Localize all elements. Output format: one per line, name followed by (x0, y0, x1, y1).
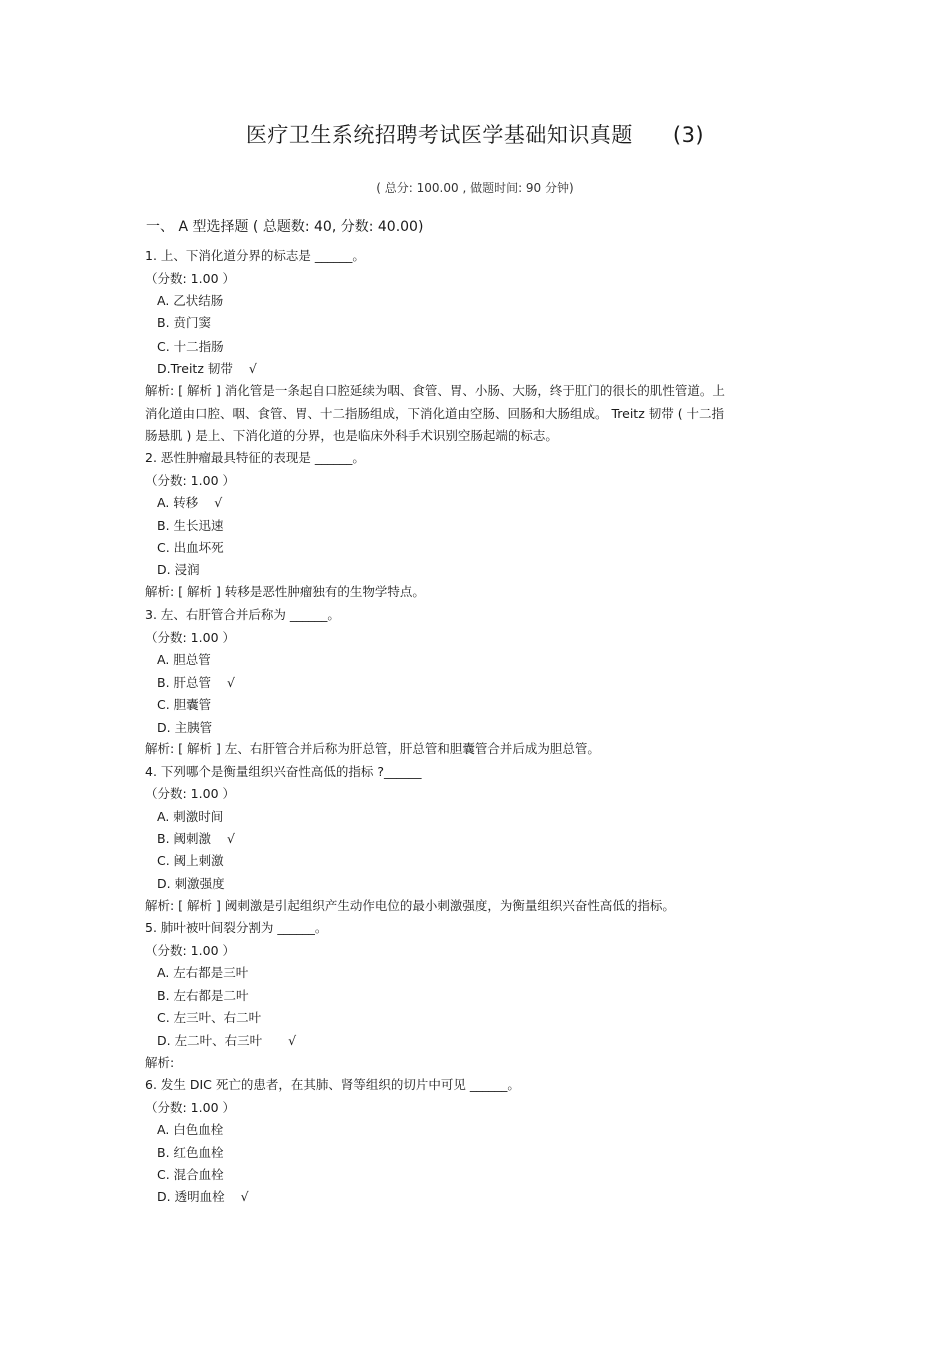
option-text: D. 左二叶、右三叶 (157, 1033, 263, 1048)
title-text: 医疗卫生系统招聘考试医学基础知识真题 (245, 123, 633, 147)
question-3-score: （分数: 1.00 ） (145, 630, 235, 645)
section-header: 一、 A 型选择题 ( 总题数: 40, 分数: 40.00) (146, 219, 424, 235)
question-3-option-d: D. 主胰管 (157, 720, 213, 735)
question-5-option-b: B. 左右都是二叶 (157, 988, 249, 1003)
question-3-option-c: C. 胆囊管 (157, 697, 212, 712)
question-5-option-a: A. 左右都是三叶 (157, 965, 249, 980)
option-text: D. 透明血栓 (157, 1189, 225, 1204)
question-6-option-a: A. 白色血栓 (157, 1122, 224, 1137)
question-6-stem: 6. 发生 DIC 死亡的患者，在其肺、肾等组织的切片中可见 ______。 (145, 1077, 520, 1092)
option-text: B. 阈刺激 (157, 831, 212, 846)
correct-check-icon: √ (288, 1033, 297, 1048)
question-4-option-d: D. 刺激强度 (157, 876, 225, 891)
question-5-option-d (157, 1033, 296, 1049)
question-3-explanation: 解析: [ 解析 ] 左、右肝管合并后称为肝总管，肝总管和胆囊管合并后成为胆总管。 (145, 741, 600, 756)
question-1-option-b: B. 贲门窦 (157, 315, 212, 330)
question-4-stem: 4. 下列哪个是衡量组织兴奋性高低的指标 ?______ (145, 764, 422, 779)
question-2-option-c: C. 出血坏死 (157, 540, 224, 555)
correct-check-icon: √ (227, 675, 235, 690)
page-title (0, 119, 950, 149)
question-6-option-d (157, 1189, 249, 1205)
question-2-option-a (157, 495, 222, 511)
question-2-stem: 2. 恶性肿瘤最具特征的表现是 ______。 (145, 450, 365, 465)
title-number: (3) (672, 123, 705, 147)
question-5-option-c: C. 左三叶、右二叶 (157, 1010, 262, 1025)
question-2-option-b: B. 生长迅速 (157, 518, 224, 533)
question-1-option-c: C. 十二指肠 (157, 339, 224, 354)
correct-check-icon: √ (227, 831, 235, 846)
question-5-stem: 5. 肺叶被叶间裂分割为 ______。 (145, 920, 328, 935)
exam-summary: ( 总分: 100.00 , 做题时间: 90 分钟) (376, 181, 574, 195)
question-6-option-b: B. 红色血栓 (157, 1145, 224, 1160)
question-4-score: （分数: 1.00 ） (145, 786, 235, 801)
question-1-explanation-line-3: 肠悬肌 ) 是上、下消化道的分界，也是临床外科手术识别空肠起端的标志。 (145, 428, 558, 443)
correct-check-icon: √ (214, 495, 223, 510)
option-text: D.Treitz 韧带 (157, 361, 233, 376)
question-1-explanation-line-1: 解析: [ 解析 ] 消化管是一条起自口腔延续为咽、食管、胃、小肠、大肠，终于肛门的很长的肌性管道。上 (145, 383, 725, 398)
question-6-option-c: C. 混合血栓 (157, 1167, 224, 1182)
option-text: B. 肝总管 (157, 675, 212, 690)
question-4-explanation: 解析: [ 解析 ] 阈刺激是引起组织产生动作电位的最小刺激强度，为衡量组织兴奋性高低的指标。 (145, 898, 675, 913)
question-4-option-a: A. 刺激时间 (157, 809, 224, 824)
question-4-option-c: C. 阈上刺激 (157, 853, 224, 868)
question-2-option-d: D. 浸润 (157, 562, 200, 577)
correct-check-icon: √ (240, 1189, 249, 1204)
question-1-explanation-line-2: 消化道由口腔、咽、食管、胃、十二指肠组成，下消化道由空肠、回肠和大肠组成。 Treitz 韧带 ( 十二指 (145, 406, 725, 421)
correct-check-icon: √ (248, 361, 257, 376)
option-text: A. 转移 (157, 495, 199, 510)
question-6-score: （分数: 1.00 ） (145, 1100, 235, 1115)
question-4-option-b (157, 831, 235, 847)
question-1-score: （分数: 1.00 ） (145, 271, 235, 286)
question-5-explanation: 解析: (145, 1055, 175, 1070)
question-5-score: （分数: 1.00 ） (145, 943, 235, 958)
question-2-score: （分数: 1.00 ） (145, 473, 235, 488)
question-2-explanation: 解析: [ 解析 ] 转移是恶性肿瘤独有的生物学特点。 (145, 584, 425, 599)
question-3-option-b (157, 675, 235, 691)
question-3-option-a: A. 胆总管 (157, 652, 211, 667)
question-1-option-d (157, 361, 257, 377)
question-3-stem: 3. 左、右肝管合并后称为 ______。 (145, 607, 340, 622)
question-1-stem: 1. 上、下消化道分界的标志是 ______。 (145, 248, 365, 263)
question-1-option-a: A. 乙状结肠 (157, 293, 224, 308)
